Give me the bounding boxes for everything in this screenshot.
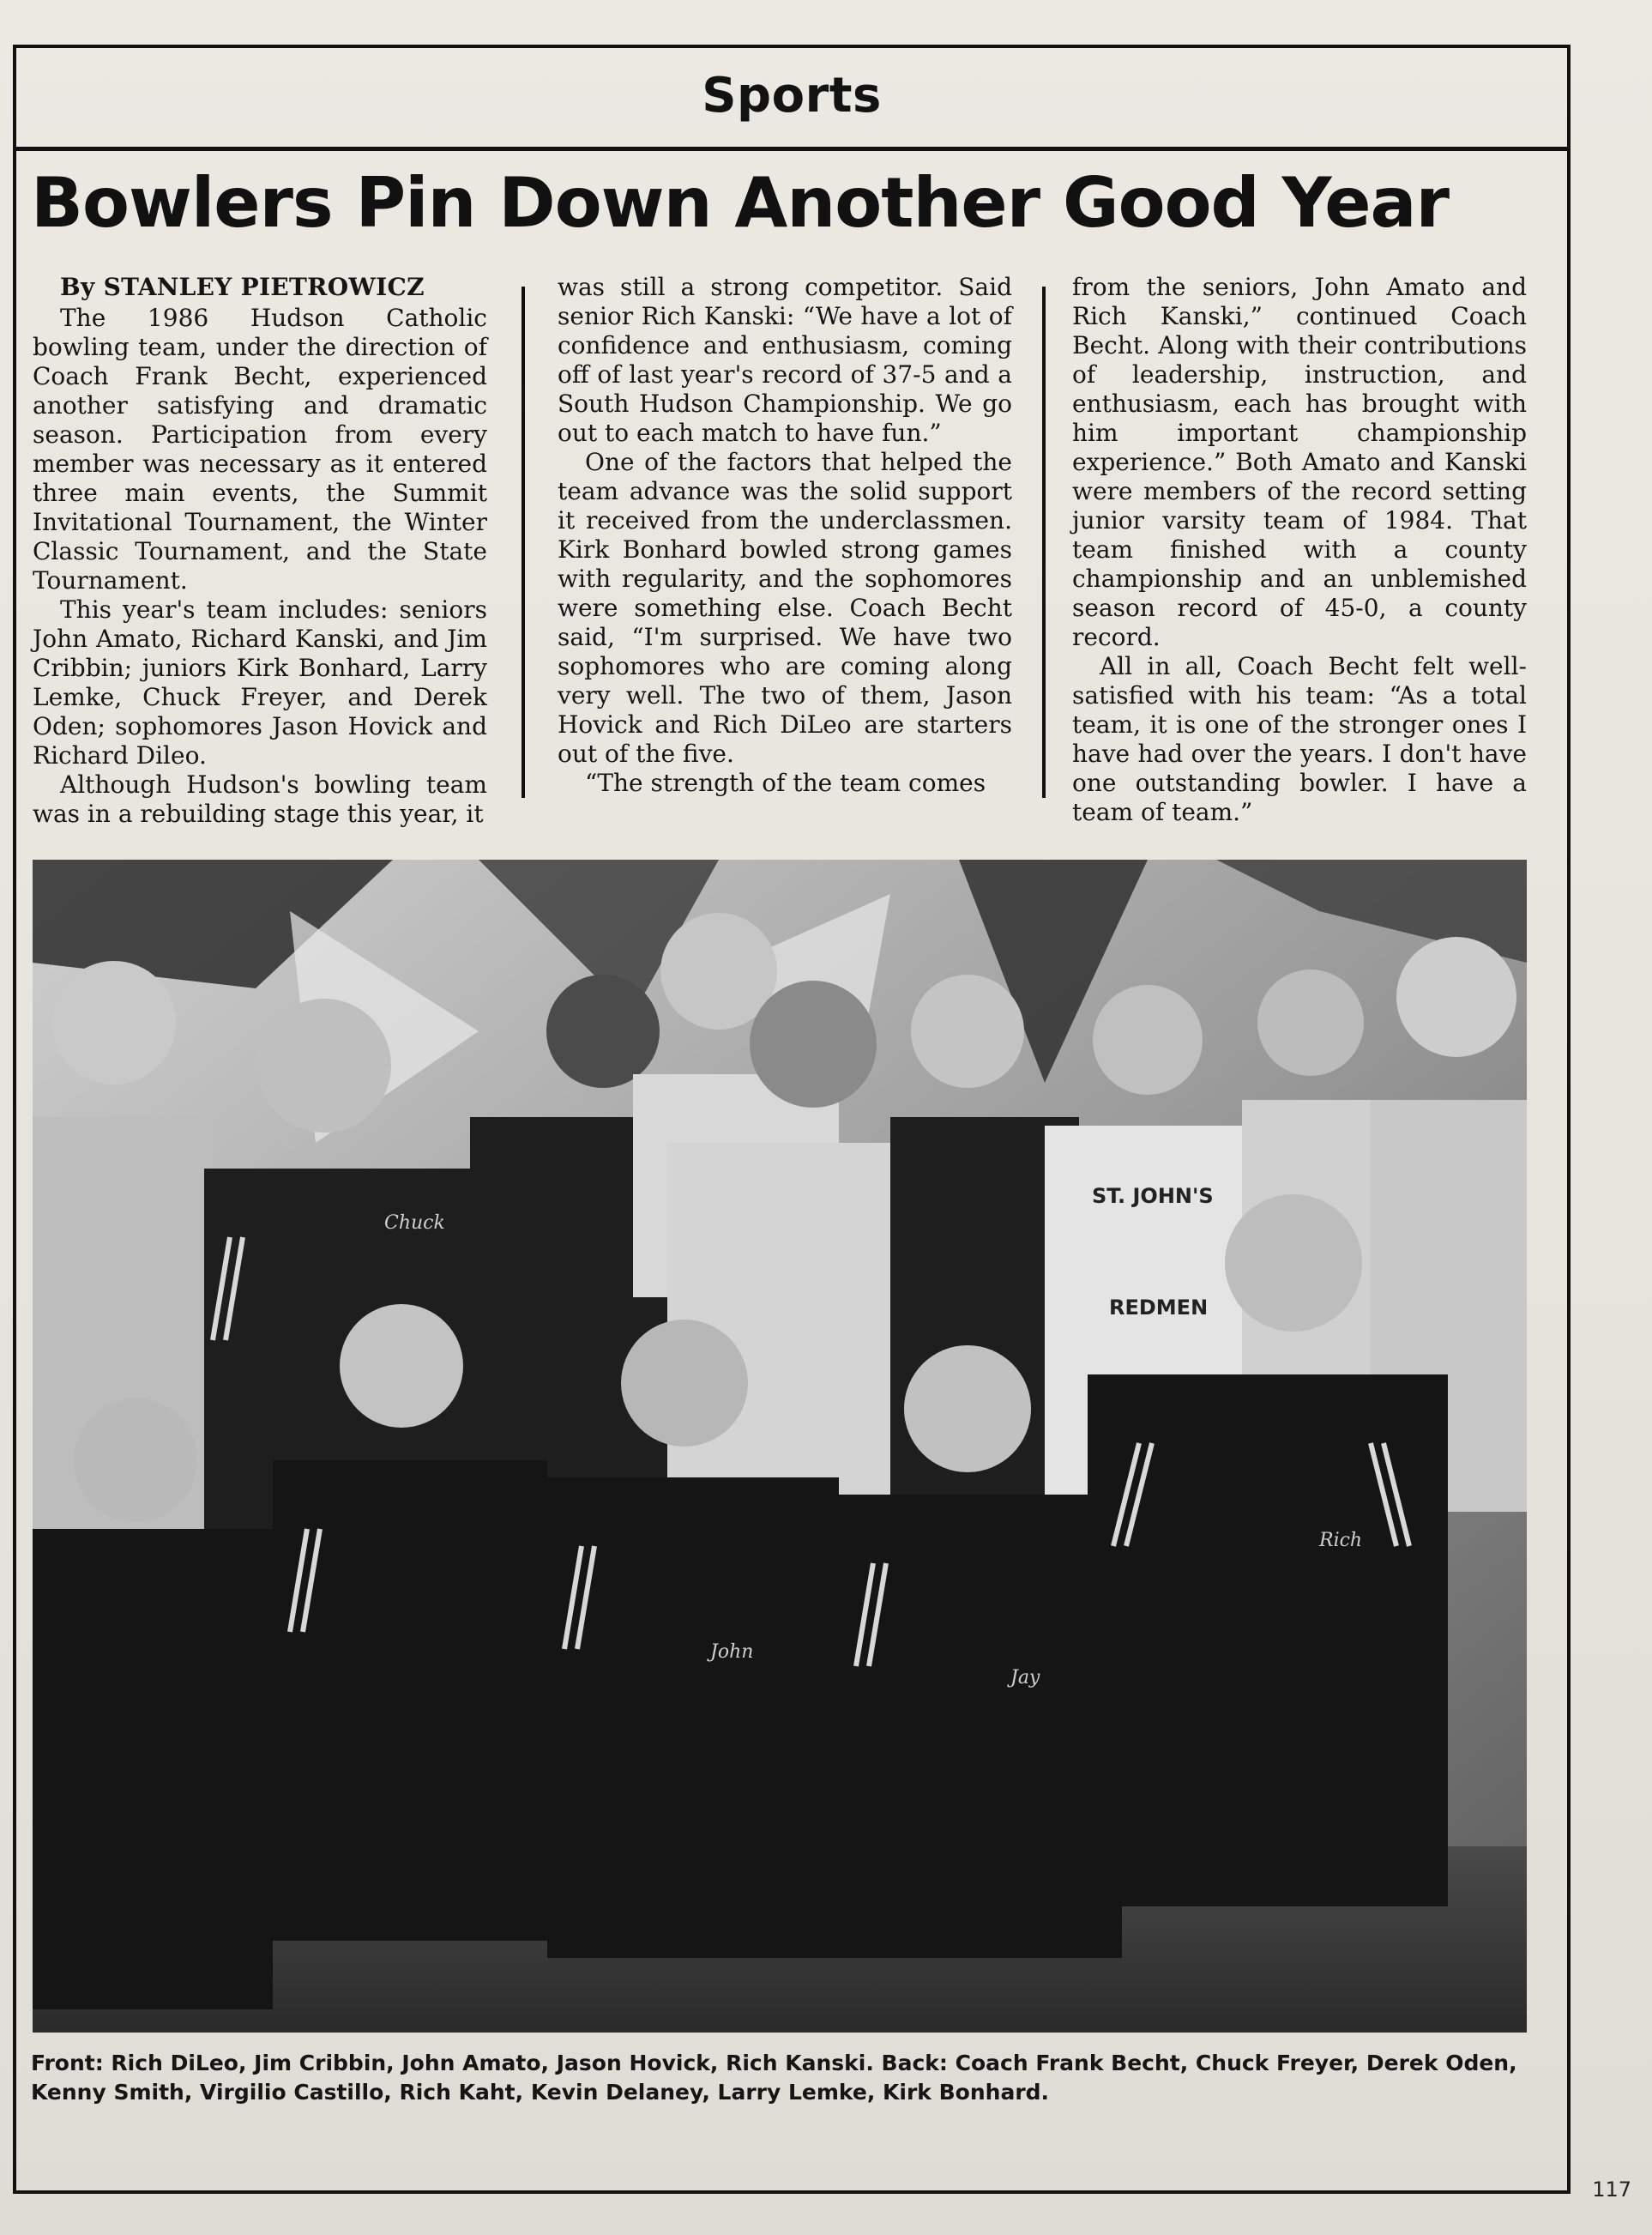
article-body <box>33 273 1542 828</box>
article-column-1 <box>33 273 487 829</box>
column-divider <box>1042 287 1046 798</box>
column-divider <box>522 287 525 798</box>
paragraph: One of the factors that helped the team advance was the solid support it received from the underclassmen. Kirk Bonhard bowled strong games with regularity, and the sophomores were something else. Coach Becht said, “I'm surprised. We have two sophomores who are coming along very well. The two of them, Jason Hovick and Rich DiLeo are starters out of the five. <box>558 448 1012 768</box>
paragraph: “The strength of the team comes <box>585 769 986 797</box>
page-number: 117 <box>1592 2178 1631 2202</box>
shirt-text-redmen: REDMEN <box>1109 1296 1209 1320</box>
photo-caption: Front: Rich DiLeo, Jim Cribbin, John Amato, Jason Hovick, Rich Kanski. Back: Coach Frank Becht, Chuck Freyer, Derek Oden, Kenny Smith, Virgilio Castillo, Rich Kaht, Kevin Delaney, Larry Lemke, Kirk Bonhard. <box>31 2051 1517 2105</box>
byline: By STANLEY PIETROWICZ <box>60 273 425 301</box>
shirt-name-chuck: Chuck <box>384 1212 445 1234</box>
section-header <box>13 45 1571 151</box>
section-label: Sports <box>702 68 882 124</box>
paragraph: from the seniors, John Amato and Rich Kanski,” continued Coach Becht. Along with their contributions of leadership, instruction, and enthusiasm, each has brought with him important championship experience.” Both Amato and Kanski were members of the record setting junior varsity team of 1984. That team finished with a county championship and an unblemished season record of 45-0, a county record. <box>1072 273 1527 651</box>
paragraph: This year's team includes: seniors John Amato, Richard Kanski, and Jim Cribbin; juniors Kirk Bonhard, Larry Lemke, Chuck Freyer, and Derek Oden; sophomores Jason Hovick and Richard Dileo. <box>33 595 487 770</box>
article-headline: Bowlers Pin Down Another Good Year <box>31 163 1449 243</box>
shirt-name-jay: Jay <box>1010 1667 1040 1688</box>
team-photo-illustration <box>33 860 1527 2033</box>
team-photo <box>33 860 1527 2033</box>
shirt-name-rich: Rich <box>1319 1530 1363 1551</box>
paragraph: was still a strong competitor. Said senior Rich Kanski: “We have a lot of confidence and enthusiasm, coming off of last year's record of 37-5 and a South Hudson Championship. We go out to each match to have fun.” <box>558 273 1012 447</box>
paragraph: All in all, Coach Becht felt well-satisfied with his team: “As a total team, it is one of the stronger ones I have had over the years. I don't have one outstanding bowler. I have a team of team.” <box>1072 652 1527 826</box>
shirt-name-john: John <box>710 1641 754 1663</box>
shirt-text-st-johns: ST. JOHN'S <box>1092 1184 1214 1208</box>
article-column-2 <box>558 273 1012 798</box>
paragraph: Although Hudson's bowling team was in a rebuilding stage this year, it <box>33 770 487 828</box>
paragraph: The 1986 Hudson Catholic bowling team, under the direction of Coach Frank Becht, experienced another satisfying and dramatic season. Participation from every member was necessary as it entered three main events, the Summit Invitational Tournament, the Winter Classic Tournament, and the State Tournament. <box>33 304 487 595</box>
article-column-3 <box>1072 273 1527 827</box>
